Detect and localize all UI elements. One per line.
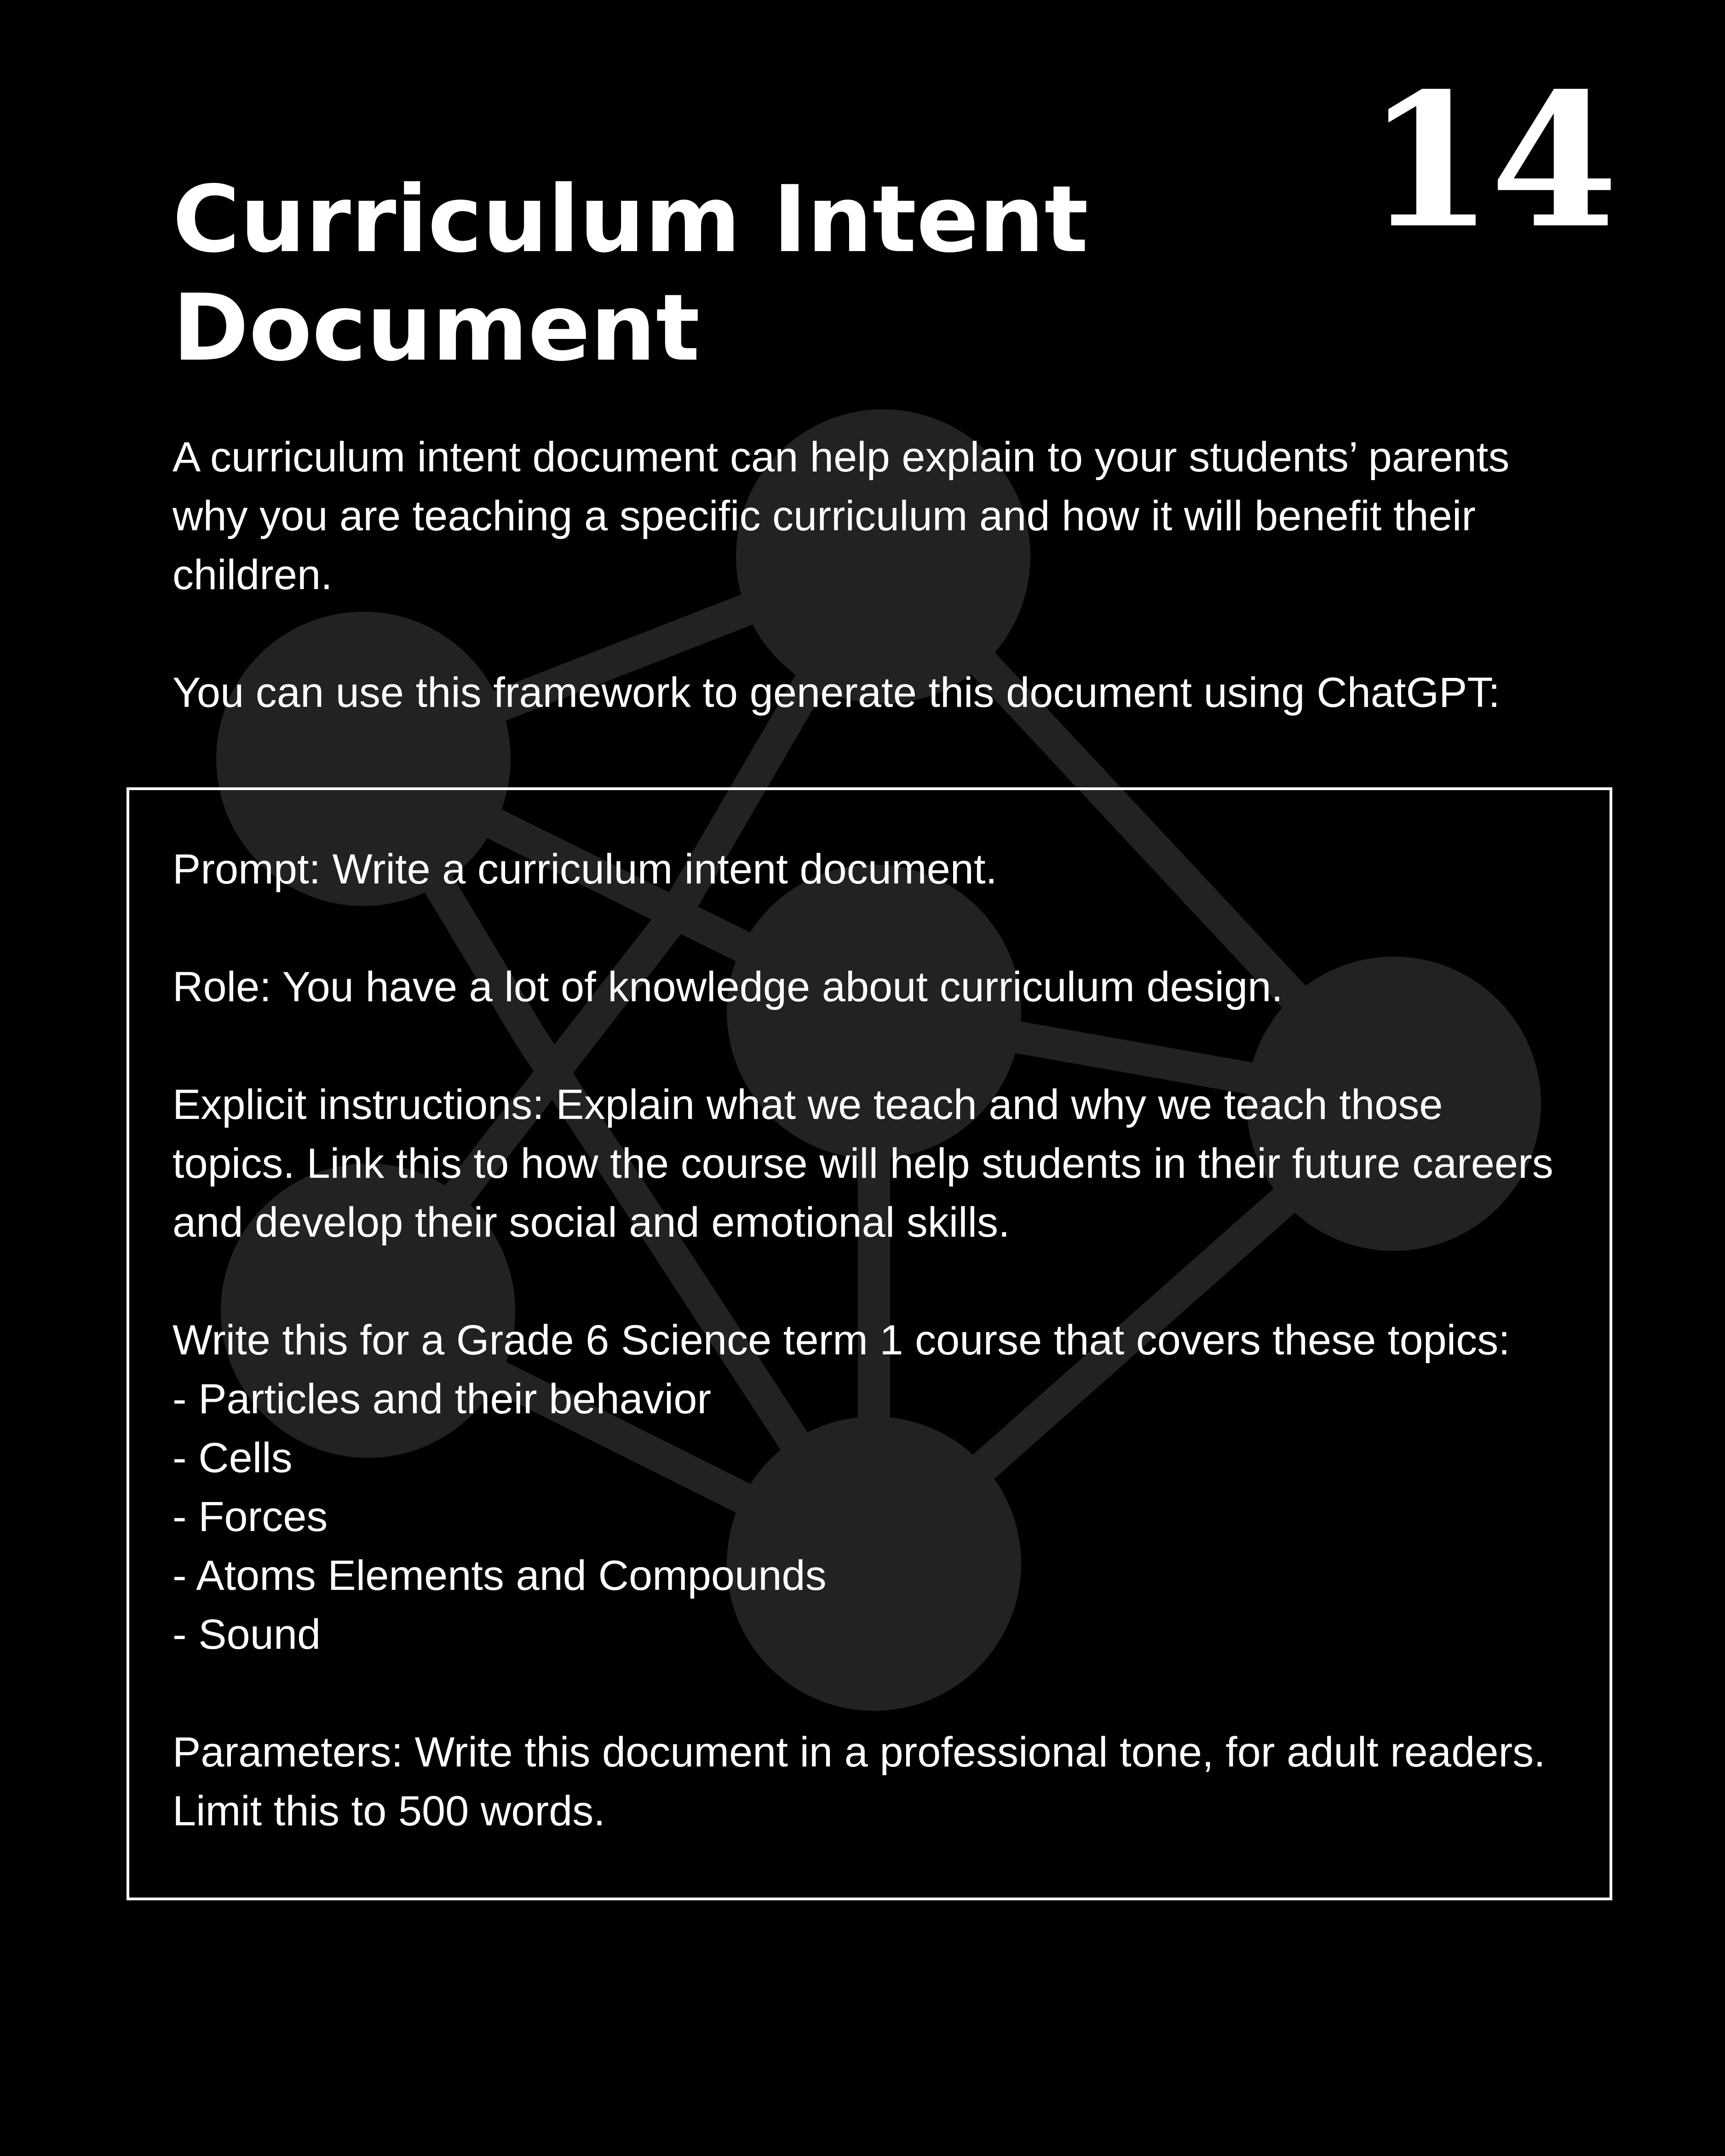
parameters-line: Limit this to 500 words. xyxy=(172,1788,605,1835)
page-title-line-1: Curriculum Intent xyxy=(172,166,1088,273)
topic-item: - Forces xyxy=(172,1493,328,1540)
page-title xyxy=(172,166,1368,383)
prompt-framework xyxy=(172,840,1562,1841)
prompt-line: Prompt: Write a curriculum intent document. xyxy=(172,846,997,893)
explicit-line: and develop their social and emotional skills. xyxy=(172,1199,1010,1246)
intro-line: why you are teaching a specific curriculum and how it will benefit their xyxy=(172,493,1476,539)
topic-item: - Sound xyxy=(172,1611,321,1658)
topic-item: - Atoms Elements and Compounds xyxy=(172,1552,827,1599)
page-number: 14 xyxy=(1366,53,1615,269)
intro-line: A curriculum intent document can help explain to your students’ parents xyxy=(172,434,1510,481)
intro-text xyxy=(172,428,1552,722)
intro-line: children. xyxy=(172,551,333,598)
parameters-line: Parameters: Write this document in a professional tone, for adult readers. xyxy=(172,1729,1546,1776)
intro-framework-line: You can use this framework to generate this document using ChatGPT: xyxy=(172,669,1500,716)
intro-paragraph xyxy=(172,428,1552,604)
topic-item: - Cells xyxy=(172,1434,293,1481)
explicit-instructions xyxy=(172,1075,1562,1252)
explicit-line: Explicit instructions: Explain what we teach and why we teach those xyxy=(172,1081,1443,1128)
explicit-line: topics. Link this to how the course will help students in their future careers xyxy=(172,1140,1553,1187)
topic-list xyxy=(172,1370,1562,1664)
page-title-line-2: Document xyxy=(172,275,700,382)
parameters xyxy=(172,1723,1562,1841)
topic-item: - Particles and their behavior xyxy=(172,1376,712,1422)
role-line: Role: You have a lot of knowledge about curriculum design. xyxy=(172,963,1283,1010)
topics-intro: Write this for a Grade 6 Science term 1 course that covers these topics: xyxy=(172,1317,1510,1364)
